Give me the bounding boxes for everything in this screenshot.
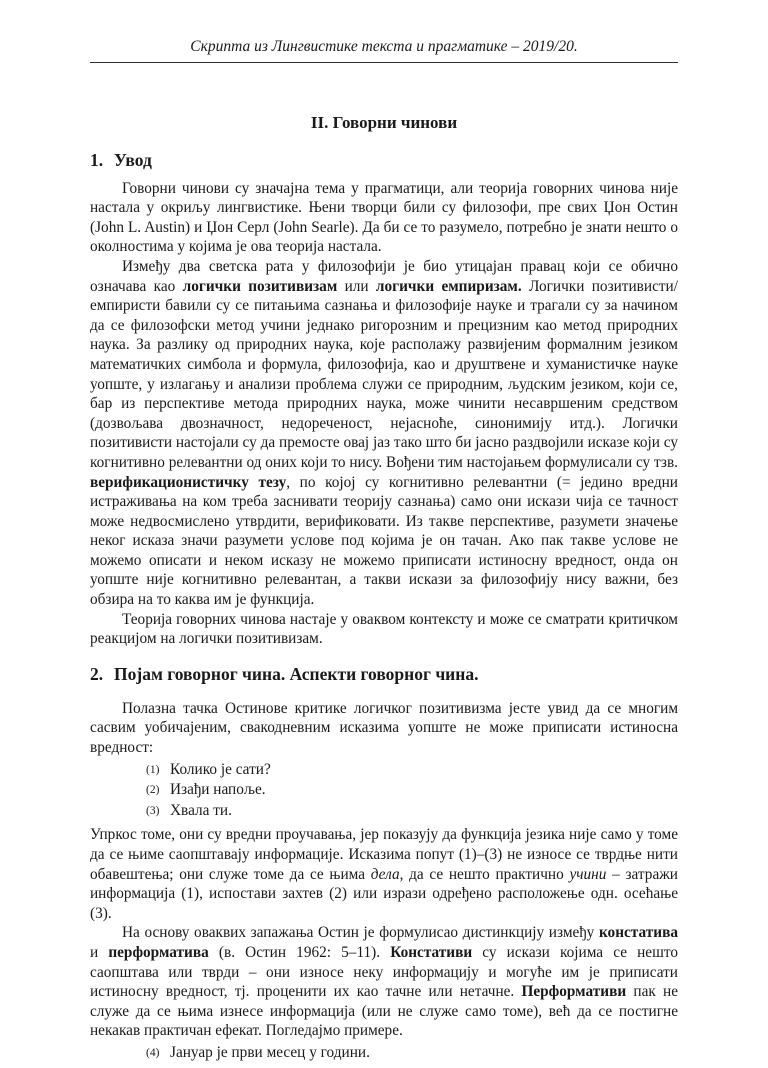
text-run: Логички позитивисти/емпиристи бавили су се питањима сазнања и филозофије науке и трагали су за начином да се филозофски метод учини једнако ригорозним и прецизним као метод природних наука. За разлику од природних наука, које располажу развијеним формалним језиком математичких симбола и формула, филозофија, као и друштвене и хуманистичке науке уопште, у излагању и анализи проблема служи се природним, људским језиком, који се, бар из перспективе метода природних наука, може чинити несавршеним средством (дозвољава двозначност, недореченост, нејасноће, синонимију итд.). Логички позитивисти настојали су да премосте овај јаз тако што би јасно раздвојили исказе који су когнитивно релевантни од оних који то нису. Вођени тим настојањем формулисали су тзв. (90, 277, 678, 471)
chapter-title: II. Говорни чинови (310, 113, 458, 132)
text-run: или (337, 277, 376, 295)
bold-term: Констативи (390, 943, 473, 961)
section-number: 2. (90, 663, 104, 684)
section-title: Увод (114, 149, 152, 170)
example-text: Јануар је први месец у години. (170, 1043, 370, 1061)
example-number: (4) (146, 1046, 160, 1059)
italic-term: дела (370, 865, 400, 883)
bold-term: Перформативи (521, 983, 627, 1001)
text-run: пак не служе да се њима изнесе информација (или не служе само томе), већ да се постигне некакав практичан ефекат. Погледајмо примере. (90, 983, 678, 1040)
example-list (90, 1043, 678, 1064)
example-number: (3) (146, 804, 160, 817)
bold-term: верификационистичку тезу (90, 473, 287, 491)
bold-term: констатива (598, 924, 678, 942)
example-item (146, 760, 678, 781)
example-number: (1) (146, 763, 160, 776)
paragraph (90, 923, 678, 1041)
example-list (90, 760, 678, 822)
page-content (90, 113, 678, 1068)
paragraph (90, 825, 678, 923)
bold-term: перформатива (108, 943, 209, 961)
section-number: 1. (90, 149, 104, 170)
text-run: Упркос томе, они су вредни проучавања, јер показују да функција језика није само у томе да се њиме саопштавају информације. Исказима попут (1)–(3) не износе се тврдње нити обавештења; они служе томе да се њима (90, 826, 678, 883)
text-run: Између два светска рата у филозофији је био утицајан правац који се обично означава као (90, 257, 678, 295)
paragraph: Полазна тачка Остинове критике логичког позитивизма јесте увид да се многим сасвим уобичајеним, свакодневним исказима уопште не може приписати истиносна вредност: (90, 699, 678, 757)
example-text: Хвала ти. (170, 801, 232, 819)
text-run: (в. Остин 1962: 5–11). (208, 943, 391, 961)
bold-term: логички позитивизам (182, 277, 338, 295)
section-title: Појам говорног чина. Аспекти говорног чина. (114, 663, 479, 684)
text-run: су искази којима се нешто саопштава или тврди – они износе неку информацију и могуће им је приписати истиносну вредност, тј. проценити их као тачне или нетачне. (90, 943, 678, 1001)
paragraph (90, 257, 678, 610)
paragraph: Теорија говорних чинова настаје у оваквом контексту и може се сматрати критичком реакцијом на логички позитивизам. (90, 610, 678, 648)
running-header: Скрипта из Лингвистике текста и прагматике – 2019/20. (90, 38, 678, 63)
example-number: (2) (146, 784, 160, 797)
example-item (146, 801, 678, 822)
example-text: Изађи напоље. (170, 781, 266, 799)
text-run: и (90, 943, 109, 961)
text-run: На основу оваквих запажања Остин је формулисао дистинкцију између (122, 924, 599, 942)
example-text: Колико је сати? (170, 760, 271, 778)
text-run: – затражи информација (1), испостави захтев (2) или изрази одређено расположење одн. осећање (3). (90, 865, 678, 922)
text-run: , да се нешто практично (399, 865, 570, 883)
section-heading-1 (90, 149, 678, 171)
paragraph: Говорни чинови су значајна тема у прагматици, али теорија говорних чинова није настала у окриљу лингвистике. Њени творци били су филозофи, пре свих Џон Остин (John L. Austin) и Џон Серл (John Searle). Да би се то разумело, потребно је знати нешто о околностима у којима је ова теорија настала. (90, 179, 678, 256)
text-run: , по којој су когнитивно релевантни (= једино вредни истраживања на ком треба заснивати теорију сазнања) само они искази чија се тачност може недвосмислено утврдити, верификовати. Из такве перспективе, разумети значење неког исказа значи разумети услове под којима је он тачан. Ако пак такве услове не можемо описати и неком исказу не можемо приписати истиносну вредност, онда он уопште није когнитивно релевантан, а такви искази за филозофију нису важни, без обзира на то каква им је функција. (90, 473, 678, 609)
example-item (146, 1043, 678, 1064)
bold-term: логички емпиризам. (375, 277, 522, 295)
example-item (146, 780, 678, 801)
italic-term: учини (569, 865, 607, 883)
section-heading-2 (90, 663, 678, 685)
